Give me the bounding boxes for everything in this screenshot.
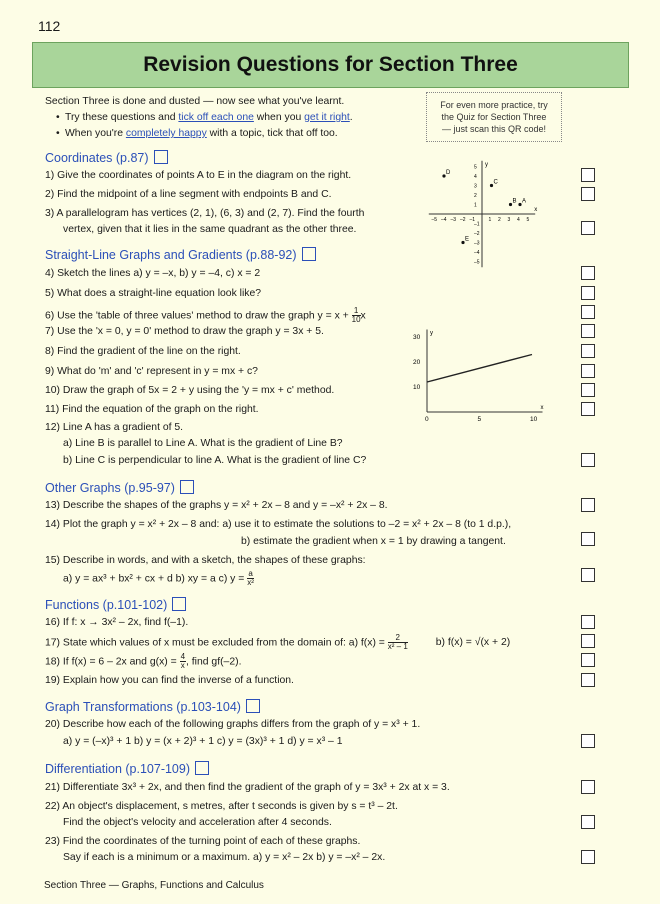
checkbox-q17[interactable]	[581, 634, 595, 648]
x-tick-label: 2	[498, 217, 501, 223]
point-D	[442, 174, 445, 177]
point-label: C	[493, 179, 498, 186]
title-bar	[32, 42, 629, 88]
y-tick-label: 10	[413, 384, 421, 391]
graph-line	[427, 355, 532, 383]
x-tick-label: 3	[507, 217, 511, 223]
checkbox-q20[interactable]	[581, 734, 595, 748]
checkbox-q19[interactable]	[581, 673, 595, 687]
question-13: 13) Describe the shapes of the graphs y = x² + 2x – 8 and y = –x² + 2x – 8.	[45, 500, 388, 511]
section-straight-line: Straight-Line Graphs and Gradients (p.88-92)	[45, 247, 316, 262]
section-tick-box[interactable]	[172, 597, 186, 611]
question-1: 1) Give the coordinates of points A to E in the diagram on the right.	[45, 170, 352, 181]
y-tick-label: 2	[474, 193, 477, 199]
x-axis-label: x	[534, 207, 538, 213]
x-tick-label: –3	[450, 217, 457, 223]
point-B	[509, 203, 512, 206]
section-differentiation: Differentiation (p.107-109)	[45, 761, 209, 776]
footer: Section Three — Graphs, Functions and Calculus	[44, 880, 264, 891]
y-tick-label: –5	[474, 259, 480, 266]
intro-bullet-1: • Try these questions and tick off each one when you get it right.	[65, 112, 353, 123]
y-axis-label: y	[430, 330, 433, 337]
section-tick-box[interactable]	[246, 699, 260, 713]
checkbox-q11[interactable]	[581, 402, 595, 416]
completely-happy-link[interactable]: completely happy	[125, 128, 207, 139]
checkbox-q21[interactable]	[581, 780, 595, 794]
question-12: 12) Line A has a gradient of 5.	[45, 422, 184, 433]
checkbox-q18[interactable]	[581, 653, 595, 667]
point-label: B	[512, 198, 517, 205]
checkbox-q2[interactable]	[581, 187, 595, 201]
question-12b: b) Line C is perpendicular to line A. What is the gradient of line C?	[63, 455, 367, 466]
section-transformations: Graph Transformations (p.103-104)	[45, 699, 260, 714]
question-23: 23) Find the coordinates of the turning point of each of these graphs.	[45, 836, 361, 847]
x-tick-label: –2	[460, 217, 466, 223]
question-10: 10) Draw the graph of 5x = 2 + y using the 'y = mx + c' method.	[45, 385, 335, 396]
question-8: 8) Find the gradient of the line on the right.	[45, 346, 241, 357]
point-label: A	[522, 198, 527, 205]
question-5: 5) What does a straight-line equation look like?	[45, 288, 262, 299]
question-3-cont: vertex, given that it lies in the same quadrant as the other three.	[63, 224, 357, 235]
checkbox-q10[interactable]	[581, 383, 595, 397]
qr-quiz-box[interactable]: For even more practice, try the Quiz for Section Three — just scan this QR code!	[426, 92, 562, 142]
question-16: 16) If f: x → 3x² – 2x, find f(–1).	[45, 617, 189, 628]
question-20: 20) Describe how each of the following graphs differs from the graph of y = x³ + 1.	[45, 719, 421, 730]
get-it-right-link[interactable]: get it right	[304, 112, 350, 123]
question-11: 11) Find the equation of the graph on the right.	[45, 404, 259, 415]
checkbox-q6[interactable]	[581, 305, 595, 319]
x-tick-label: 4	[517, 217, 520, 223]
y-tick-label: –1	[474, 221, 480, 228]
section-tick-box[interactable]	[154, 150, 168, 164]
x-tick-label: 5	[477, 416, 482, 423]
page-number: 112	[38, 18, 61, 34]
y-tick-label: 20	[413, 359, 421, 366]
question-17: 17) State which values of x must be excluded from the domain of: a) f(x) = $\frac{2}{\text{x² – 1}}$ b) f(x) = √(x + 2)	[45, 633, 511, 651]
question-15-parts: a) y = ax³ + bx² + cx + d b) xy = a c) y = $\frac{a}{\text{x²}}$	[63, 569, 254, 587]
question-21: 21) Differentiate 3x³ + 2x, and then find the gradient of the graph of y = 3x³ + 2x at x = 3.	[45, 782, 450, 793]
checkbox-q5[interactable]	[581, 286, 595, 300]
section-tick-box[interactable]	[180, 480, 194, 494]
question-14: 14) Plot the graph y = x² + 2x – 8 and: a) use it to estimate the solutions to –2 = x² + 2x – 8 (to 1 d.p.),	[45, 519, 512, 530]
question-19: 19) Explain how you can find the inverse of a function.	[45, 675, 294, 686]
checkbox-q4[interactable]	[581, 266, 595, 280]
checkbox-q9[interactable]	[581, 364, 595, 378]
question-20-parts: a) y = (–x)³ + 1 b) y = (x + 2)³ + 1 c) y = (3x)³ + 1 d) y = x³ – 1	[63, 736, 343, 747]
line-graph	[405, 326, 545, 426]
x-tick-label: 0	[425, 416, 429, 423]
question-12a: a) Line B is parallel to Line A. What is the gradient of Line B?	[63, 438, 343, 449]
point-label: D	[446, 170, 451, 176]
x-tick-label: –5	[431, 217, 438, 223]
question-23-cont: Say if each is a minimum or a maximum. a) y = x² – 2x b) y = –x² – 2x.	[63, 852, 386, 863]
y-tick-label: –4	[474, 250, 480, 256]
x-tick-label: 5	[526, 217, 530, 223]
question-6: 6) Use the 'table of three values' method to draw the graph y = x + $\frac{1}{10}$ x	[45, 306, 366, 324]
checkbox-q1[interactable]	[581, 168, 595, 182]
checkbox-q14[interactable]	[581, 532, 595, 546]
checkbox-q15[interactable]	[581, 568, 595, 582]
y-axis-label: y	[485, 161, 488, 168]
question-7: 7) Use the 'x = 0, y = 0' method to draw the graph y = 3x + 5.	[45, 326, 324, 337]
tick-off-link[interactable]: tick off each one	[178, 112, 254, 123]
page-title: Revision Questions for Section Three	[143, 53, 518, 76]
coordinate-diagram	[420, 156, 552, 268]
y-tick-label: –2	[474, 231, 480, 237]
checkbox-q16[interactable]	[581, 615, 595, 629]
point-label: E	[465, 236, 470, 243]
checkbox-q7[interactable]	[581, 324, 595, 338]
x-tick-label: –1	[469, 217, 476, 223]
checkbox-q13[interactable]	[581, 498, 595, 512]
checkbox-q8[interactable]	[581, 344, 595, 358]
intro-line: Section Three is done and dusted — now see what you've learnt.	[45, 96, 345, 107]
question-14b: b) estimate the gradient when x = 1 by drawing a tangent.	[241, 536, 506, 547]
checkbox-q3[interactable]	[581, 221, 595, 235]
x-tick-label: –4	[441, 217, 447, 223]
section-coordinates: Coordinates (p.87)	[45, 150, 168, 165]
intro-bullet-2: • When you're completely happy with a topic, tick that off too.	[65, 128, 338, 139]
question-22-cont: Find the object's velocity and acceleration after 4 seconds.	[63, 817, 332, 828]
question-9: 9) What do 'm' and 'c' represent in y = mx + c?	[45, 366, 258, 377]
question-18: 18) If f(x) = 6 – 2x and g(x) = $\frac{4}{x}$ , find gf(–2).	[45, 652, 242, 670]
y-tick-label: 5	[474, 164, 477, 171]
checkbox-q12[interactable]	[581, 453, 595, 467]
x-tick-label: 10	[530, 416, 538, 423]
checkbox-q23[interactable]	[581, 850, 595, 864]
y-tick-label: 30	[413, 334, 421, 341]
section-tick-box[interactable]	[302, 247, 316, 261]
question-22: 22) An object's displacement, s metres, after t seconds is given by s = t³ – 2t.	[45, 801, 398, 812]
y-tick-label: –3	[474, 240, 480, 247]
section-functions: Functions (p.101-102)	[45, 597, 186, 612]
checkbox-q22[interactable]	[581, 815, 595, 829]
point-C	[490, 184, 493, 187]
x-tick-label: 1	[488, 217, 492, 223]
question-15: 15) Describe in words, and with a sketch, the shapes of these graphs:	[45, 555, 366, 566]
question-3: 3) A parallelogram has vertices (2, 1), (6, 3) and (2, 7). Find the fourth	[45, 208, 365, 219]
y-tick-label: 3	[474, 183, 477, 190]
question-4: 4) Sketch the lines a) y = –x, b) y = –4, c) x = 2	[45, 268, 261, 279]
y-tick-label: 1	[474, 202, 477, 209]
point-A	[518, 203, 521, 206]
section-tick-box[interactable]	[195, 761, 209, 775]
x-axis-label: x	[540, 405, 544, 411]
section-other-graphs: Other Graphs (p.95-97)	[45, 480, 194, 495]
y-tick-label: 4	[474, 174, 477, 180]
point-E	[461, 241, 464, 244]
question-2: 2) Find the midpoint of a line segment with endpoints B and C.	[45, 189, 332, 200]
